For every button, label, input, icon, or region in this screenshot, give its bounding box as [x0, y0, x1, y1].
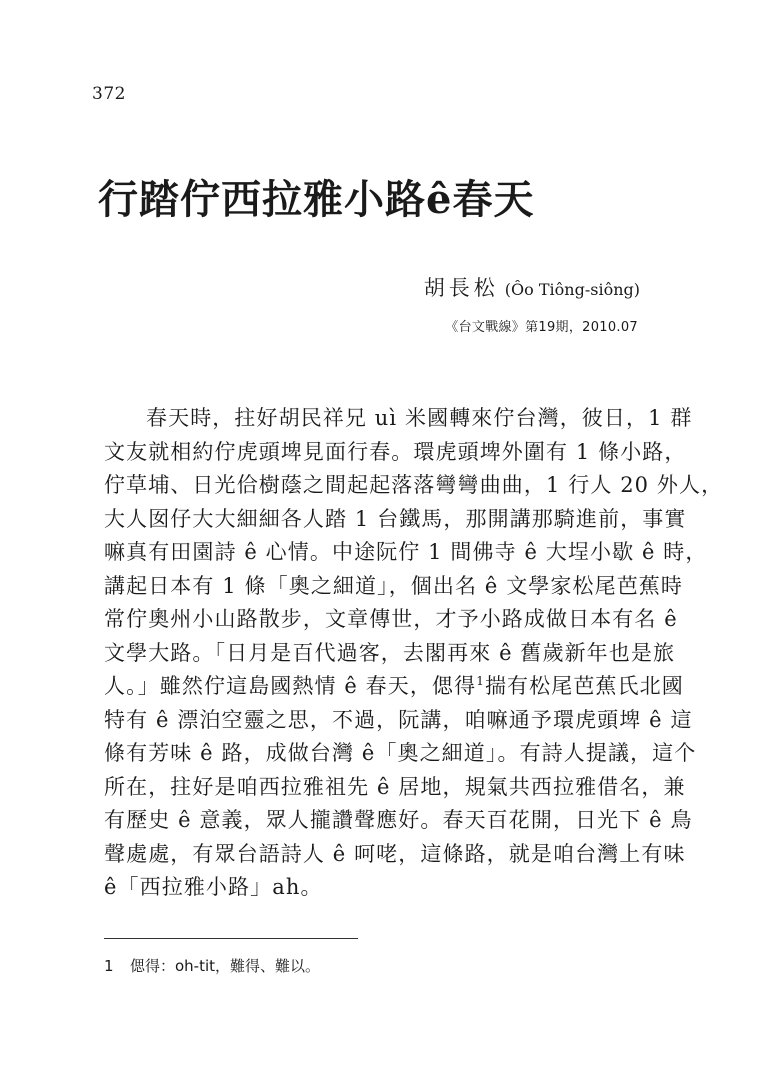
- body-line: 特有 ê 漂泊空靈之思，不過，阮講，咱嘛通予環虎頭埤 ê 這: [104, 707, 693, 732]
- body-line-text-continued: 揣有松尾芭蕉氏北國: [484, 674, 684, 698]
- footnote-divider: [104, 938, 358, 939]
- author-romanized-name: (Ôo Tiông-siông): [504, 280, 640, 299]
- body-line: 文友就相約佇虎頭埤見面行春。環虎頭埤外圍有 1 條小路，: [104, 439, 687, 464]
- body-line: 春天時，拄好胡民祥兄 uì 米國轉來佇台灣，彼日，1 群: [146, 406, 693, 430]
- body-line-with-footnote: [104, 670, 684, 704]
- body-line: 講起日本有 1 條「奧之細道」，個出名 ê 文學家松尾芭蕉時: [104, 573, 683, 598]
- body-line: 嘛真有田園詩 ê 心情。中途阮佇 1 間佛寺 ê 大埕小歇 ê 時，: [104, 540, 708, 564]
- author-byline: [424, 272, 640, 302]
- body-line: 有歷史 ê 意義，眾人攏讚聲應好。春天百花開，日光下 ê 鳥: [104, 808, 693, 832]
- body-line-text: 人。」雖然佇這島國熱情 ê 春天，偲得: [104, 674, 477, 698]
- body-line: 條有芳味 ê 路，成做台灣 ê「奧之細道」。有詩人提議，這个: [104, 741, 697, 765]
- body-line: 所在，拄好是咱西拉雅祖先 ê 居地，規氣共西拉雅借名，兼: [104, 774, 686, 799]
- footnote-text: 偲得：oh-tit，難得、難以。: [130, 957, 321, 975]
- body-line: 文學大路。「日月是百代過客，去閣再來 ê 舊歲新年也是旅: [104, 640, 676, 665]
- body-line: 常佇奧州小山路散步，文章傳世，才予小路成做日本有名 ê: [104, 607, 678, 631]
- article-title: 行踏佇西拉雅小路ê春天: [98, 176, 535, 223]
- page-number: 372: [92, 84, 126, 104]
- footnote-reference[interactable]: 1: [476, 674, 485, 688]
- body-line: 聲處處，有眾台語詩人 ê 呵咾，這條路，就是咱台灣上有味: [104, 841, 686, 866]
- article-body: [104, 402, 724, 905]
- body-line: 佇草埔、日光佮樹蔭之間起起落落彎彎曲曲，1 行人 20 外人，: [104, 473, 724, 497]
- publication-source: 《台文戰線》第19期，2010.07: [445, 320, 638, 335]
- body-line: ê「西拉雅小路」ah。: [104, 875, 323, 899]
- footnote-number: 1: [104, 957, 114, 975]
- author-name: 胡長松: [423, 276, 499, 300]
- footnote: [104, 955, 320, 976]
- body-line: 大人囡仔大大細細各人踏 1 台鐵馬，那開講那騎進前，事實: [104, 506, 687, 531]
